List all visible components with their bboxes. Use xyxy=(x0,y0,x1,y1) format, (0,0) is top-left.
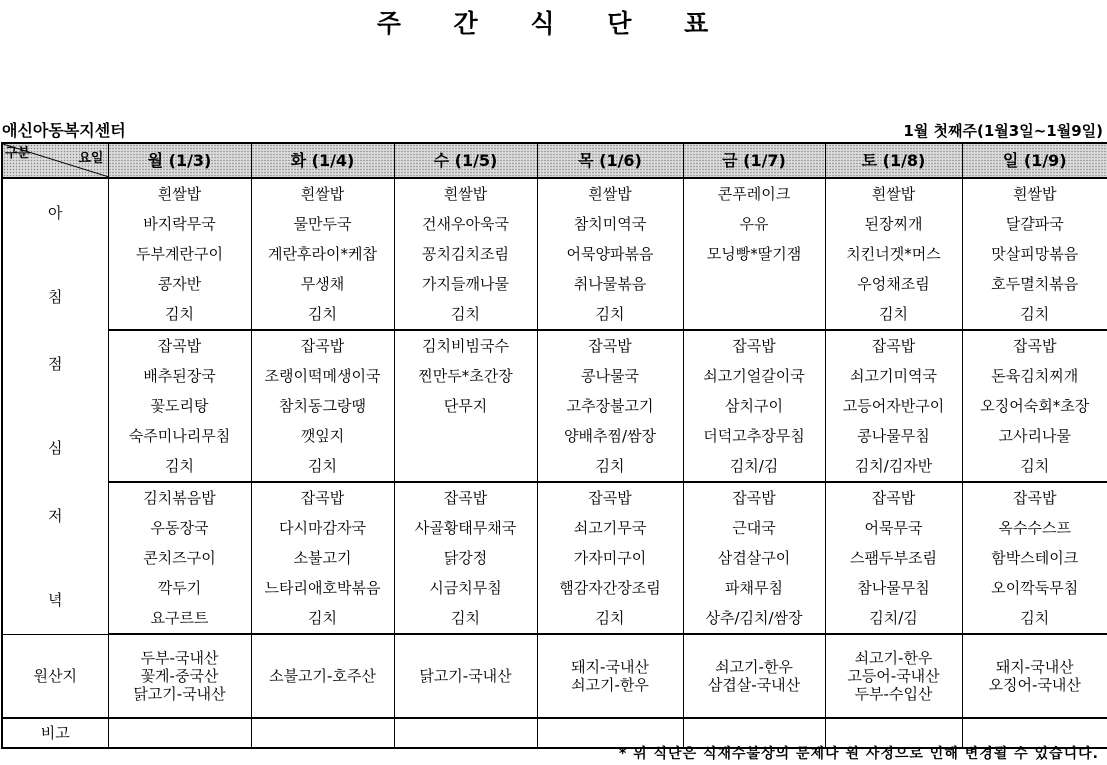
menu-row xyxy=(2,391,1107,421)
menu-cell xyxy=(394,421,537,451)
origin-line: 삼겹살-국내산 xyxy=(707,676,801,694)
day-header: 월 (1/3) xyxy=(108,143,251,178)
menu-cell: 가지들깨나물 xyxy=(394,269,537,299)
meal-label-bottom: 심 xyxy=(48,439,63,457)
origin-cell xyxy=(825,634,962,718)
menu-cell: 근대국 xyxy=(683,513,825,543)
origin-cell xyxy=(962,634,1107,718)
menu-cell: 양배추찜/쌈장 xyxy=(537,421,683,451)
menu-cell xyxy=(394,451,537,482)
menu-cell: 김치/김자반 xyxy=(825,451,962,482)
menu-cell: 콩자반 xyxy=(108,269,251,299)
menu-cell: 김치 xyxy=(394,603,537,634)
menu-cell: 참치미역국 xyxy=(537,209,683,239)
menu-cell: 흰쌀밥 xyxy=(825,178,962,209)
menu-row xyxy=(2,603,1107,634)
menu-cell: 김치 xyxy=(825,299,962,330)
origin-line: 소불고기-호주산 xyxy=(269,667,376,685)
menu-cell: 사골황태무채국 xyxy=(394,513,537,543)
menu-cell: 김치 xyxy=(108,299,251,330)
menu-cell: 무생채 xyxy=(251,269,394,299)
menu-cell: 김치 xyxy=(251,451,394,482)
menu-cell: 취나물볶음 xyxy=(537,269,683,299)
menu-cell: 다시마감자국 xyxy=(251,513,394,543)
menu-row xyxy=(2,573,1107,603)
menu-cell: 된장찌개 xyxy=(825,209,962,239)
menu-cell: 콩나물무침 xyxy=(825,421,962,451)
menu-cell xyxy=(683,269,825,299)
menu-cell: 느타리애호박볶음 xyxy=(251,573,394,603)
menu-cell: 숙주미나리무침 xyxy=(108,421,251,451)
menu-cell: 잡곡밥 xyxy=(683,330,825,361)
origin-line: 두부-국내산 xyxy=(140,649,219,667)
menu-cell: 찐만두*초간장 xyxy=(394,361,537,391)
menu-cell: 꽃도리탕 xyxy=(108,391,251,421)
menu-cell: 어묵무국 xyxy=(825,513,962,543)
menu-cell: 파채무침 xyxy=(683,573,825,603)
origin-line: 돼지-국내산 xyxy=(995,658,1074,676)
remark-cell xyxy=(394,718,537,748)
menu-cell: 오징어숙회*초장 xyxy=(962,391,1107,421)
menu-cell: 바지락무국 xyxy=(108,209,251,239)
menu-cell: 쇠고기얼갈이국 xyxy=(683,361,825,391)
menu-cell: 흰쌀밥 xyxy=(394,178,537,209)
menu-cell: 모닝빵*딸기잼 xyxy=(683,239,825,269)
header-row xyxy=(2,143,1107,178)
day-header: 수 (1/5) xyxy=(394,143,537,178)
meal-label xyxy=(2,330,108,482)
menu-cell: 치킨너겟*머스 xyxy=(825,239,962,269)
origin-cell xyxy=(108,634,251,718)
origin-line: 쇠고기-한우 xyxy=(715,658,793,676)
page-title: 주 간 식 단 표 xyxy=(376,9,731,38)
origin-cell xyxy=(251,634,394,718)
menu-cell: 물만두국 xyxy=(251,209,394,239)
menu-cell: 두부계란구이 xyxy=(108,239,251,269)
menu-cell: 더덕고추장무침 xyxy=(683,421,825,451)
day-header: 화 (1/4) xyxy=(251,143,394,178)
menu-cell: 김치 xyxy=(537,451,683,482)
menu-cell xyxy=(683,299,825,330)
menu-cell: 흰쌀밥 xyxy=(537,178,683,209)
menu-row xyxy=(2,239,1107,269)
menu-cell: 오이깍둑무침 xyxy=(962,573,1107,603)
menu-row xyxy=(2,421,1107,451)
menu-cell: 콘푸레이크 xyxy=(683,178,825,209)
meal-label-top: 점 xyxy=(48,355,63,373)
menu-cell: 잡곡밥 xyxy=(108,330,251,361)
menu-cell: 김치볶음밥 xyxy=(108,482,251,513)
menu-cell: 건새우아욱국 xyxy=(394,209,537,239)
menu-row xyxy=(2,543,1107,573)
menu-cell: 계란후라이*케찹 xyxy=(251,239,394,269)
origin-row xyxy=(2,634,1107,718)
menu-cell: 우유 xyxy=(683,209,825,239)
menu-body xyxy=(2,178,1107,748)
menu-cell: 잡곡밥 xyxy=(962,482,1107,513)
menu-cell: 김치 xyxy=(962,603,1107,634)
menu-cell: 잡곡밥 xyxy=(251,330,394,361)
origin-cell xyxy=(394,634,537,718)
menu-cell: 잡곡밥 xyxy=(537,482,683,513)
menu-cell: 소불고기 xyxy=(251,543,394,573)
meal-label xyxy=(2,178,108,330)
menu-row xyxy=(2,178,1107,209)
day-header: 토 (1/8) xyxy=(825,143,962,178)
menu-cell: 요구르트 xyxy=(108,603,251,634)
menu-cell: 잡곡밥 xyxy=(683,482,825,513)
origin-line: 닭고기-국내산 xyxy=(419,667,512,685)
menu-cell: 고추장불고기 xyxy=(537,391,683,421)
origin-line: 쇠고기-한우 xyxy=(854,649,933,667)
meal-label-top: 아 xyxy=(48,203,63,222)
menu-row xyxy=(2,513,1107,543)
menu-cell: 고등어자반구이 xyxy=(825,391,962,421)
menu-cell: 김치 xyxy=(108,451,251,482)
meal-label-bottom: 침 xyxy=(48,287,63,306)
menu-cell: 잡곡밥 xyxy=(537,330,683,361)
header-corner xyxy=(2,143,108,178)
menu-cell: 김치 xyxy=(962,299,1107,330)
remark-cell xyxy=(251,718,394,748)
organization-name: 애신아동복지센터 xyxy=(2,121,126,140)
menu-cell: 잡곡밥 xyxy=(394,482,537,513)
menu-cell: 맛살피망볶음 xyxy=(962,239,1107,269)
menu-row xyxy=(2,482,1107,513)
menu-cell: 김치 xyxy=(394,299,537,330)
meal-label-bottom: 녁 xyxy=(48,590,63,609)
menu-row xyxy=(2,361,1107,391)
remark-label: 비고 xyxy=(2,718,108,748)
menu-cell: 상추/김치/쌈장 xyxy=(683,603,825,634)
category-label: 구분 xyxy=(5,146,31,161)
menu-cell: 배추된장국 xyxy=(108,361,251,391)
menu-cell: 흰쌀밥 xyxy=(962,178,1107,209)
day-header: 금 (1/7) xyxy=(683,143,825,178)
origin-line: 고등어-국내산 xyxy=(847,667,940,685)
menu-cell: 잡곡밥 xyxy=(825,482,962,513)
menu-cell: 삼겹살구이 xyxy=(683,543,825,573)
menu-cell: 잡곡밥 xyxy=(962,330,1107,361)
menu-cell: 김치 xyxy=(251,603,394,634)
menu-cell: 함박스테이크 xyxy=(962,543,1107,573)
menu-cell: 콘치즈구이 xyxy=(108,543,251,573)
menu-cell: 우엉채조림 xyxy=(825,269,962,299)
menu-cell: 옥수수스프 xyxy=(962,513,1107,543)
menu-cell: 스팸두부조림 xyxy=(825,543,962,573)
remark-cell xyxy=(108,718,251,748)
origin-line: 두부-수입산 xyxy=(854,685,933,703)
origin-line: 돼지-국내산 xyxy=(571,658,649,676)
footnote: * 위 식단은 식재수불상의 문제나 원 사정으로 인해 변경될 수 있습니다. xyxy=(618,746,1099,762)
menu-cell: 김치/김 xyxy=(825,603,962,634)
menu-cell: 잡곡밥 xyxy=(825,330,962,361)
menu-cell: 김치 xyxy=(537,603,683,634)
menu-cell: 흰쌀밥 xyxy=(251,178,394,209)
origin-cell xyxy=(537,634,683,718)
menu-cell: 호두멸치볶음 xyxy=(962,269,1107,299)
menu-cell: 시금치무침 xyxy=(394,573,537,603)
meal-label xyxy=(2,482,108,634)
menu-cell: 잡곡밥 xyxy=(251,482,394,513)
origin-line: 꽃게-중국산 xyxy=(140,667,219,685)
origin-line: 오징어-국내산 xyxy=(988,676,1081,694)
menu-row xyxy=(2,299,1107,330)
menu-cell: 닭강정 xyxy=(394,543,537,573)
menu-cell: 삼치구이 xyxy=(683,391,825,421)
menu-cell: 김치 xyxy=(251,299,394,330)
menu-cell: 우동장국 xyxy=(108,513,251,543)
meal-label-chars xyxy=(3,205,108,305)
menu-cell: 김치 xyxy=(962,451,1107,482)
origin-line: 닭고기-국내산 xyxy=(133,685,226,703)
day-header: 일 (1/9) xyxy=(962,143,1107,178)
menu-cell: 쇠고기미역국 xyxy=(825,361,962,391)
menu-row xyxy=(2,269,1107,299)
week-range: 1월 첫째주(1월3일~1월9일) xyxy=(903,122,1103,140)
meal-label-chars xyxy=(3,508,108,608)
menu-table xyxy=(1,142,1107,749)
menu-cell: 달걀파국 xyxy=(962,209,1107,239)
menu-cell: 김치비빔국수 xyxy=(394,330,537,361)
menu-cell: 조랭이떡메생이국 xyxy=(251,361,394,391)
menu-cell: 어묵양파볶음 xyxy=(537,239,683,269)
origin-line: 쇠고기-한우 xyxy=(571,676,649,694)
menu-cell: 햄감자간장조림 xyxy=(537,573,683,603)
menu-cell: 꽁치김치조림 xyxy=(394,239,537,269)
meal-label-top: 저 xyxy=(48,506,63,525)
menu-cell: 쇠고기무국 xyxy=(537,513,683,543)
menu-cell: 깍두기 xyxy=(108,573,251,603)
menu-cell: 고사리나물 xyxy=(962,421,1107,451)
menu-cell: 김치 xyxy=(537,299,683,330)
menu-cell: 김치/김 xyxy=(683,451,825,482)
menu-cell: 가자미구이 xyxy=(537,543,683,573)
meal-label-chars xyxy=(3,356,108,456)
menu-cell: 단무지 xyxy=(394,391,537,421)
menu-cell: 참나물무침 xyxy=(825,573,962,603)
menu-cell: 깻잎지 xyxy=(251,421,394,451)
menu-row xyxy=(2,209,1107,239)
menu-cell: 참치동그랑땡 xyxy=(251,391,394,421)
day-header: 목 (1/6) xyxy=(537,143,683,178)
day-label: 요일 xyxy=(78,151,104,166)
origin-cell xyxy=(683,634,825,718)
menu-cell: 콩나물국 xyxy=(537,361,683,391)
menu-row xyxy=(2,451,1107,482)
origin-label: 원산지 xyxy=(2,634,108,718)
menu-cell: 흰쌀밥 xyxy=(108,178,251,209)
menu-row xyxy=(2,330,1107,361)
menu-cell: 돈육김치찌개 xyxy=(962,361,1107,391)
